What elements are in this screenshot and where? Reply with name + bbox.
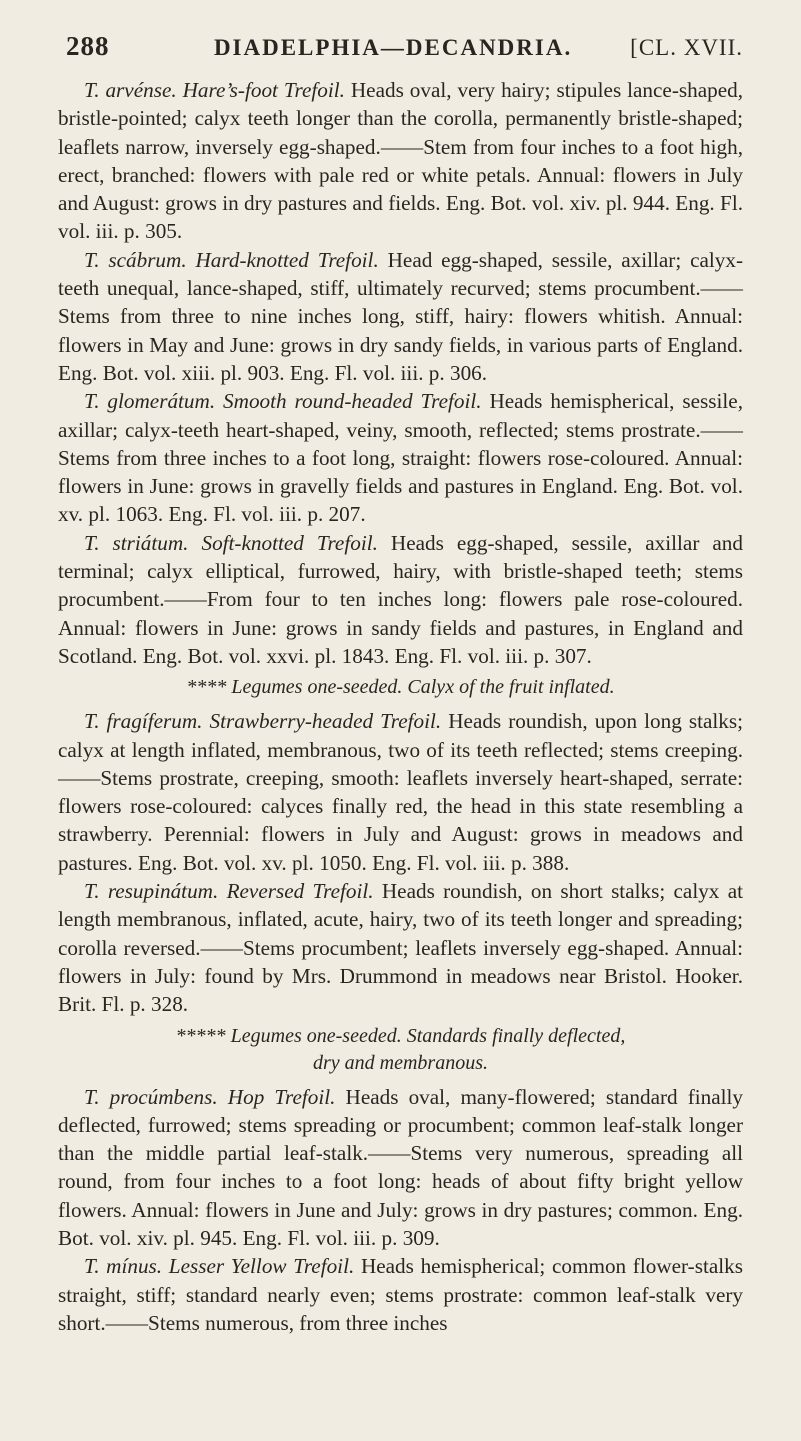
common-name: Smooth round-headed Trefoil. xyxy=(223,389,482,414)
page-number: 288 xyxy=(66,31,110,61)
page-title: DIADELPHIA—DECANDRIA. xyxy=(213,35,573,60)
common-name: Hard-knotted Trefoil. xyxy=(195,247,379,272)
species-name: T. resupinátum. xyxy=(84,879,219,904)
species-name: T. mínus. xyxy=(84,1254,163,1279)
species-entry xyxy=(58,76,743,246)
species-description: Heads oval, many-flowered; standard finally deflected, furrowed; stems spreading or procumbent; common leaf-stalk longer than the middle partial leaf-stalk.——Stems very numerous, spreading all round, from four inches to a foot long: heads of about fifty bright yellow flowers. Annual: flowers in June and July: grows in dry pastures; common. Eng. Bot. vol. xiv. pl. 945. Eng. Fl. vol. iii. p. 309. xyxy=(58,1084,744,1250)
section-heading: **** Legumes one-seeded. Calyx of the fruit inflated. xyxy=(186,676,615,699)
species-entry xyxy=(58,1083,743,1253)
species-description: Head egg-shaped, sessile, axillar; calyx-teeth unequal, lance-shaped, stiff, ultimately recurved; stems procumbent.——Stems from three to nine inches long, stiff, hairy: flowers whitish. Annual: flowers in May and June: grows in dry sandy fields, in various parts of England. Eng. Bot. vol. xiii. pl. 903. Eng. Fl. vol. iii. p. 306. xyxy=(58,247,744,385)
species-description: Heads roundish, upon long stalks; calyx at length inflated, membranous, two of its teeth reflected; stems creeping.——Stems prostrate, creeping, smooth: leaflets inversely heart-shaped, serrate: flowers rose-coloured: calyces finally red, the head in this state resembling a strawberry. Perennial: flowers in July and August: grows in meadows and pastures. Eng. Bot. vol. xv. pl. 1050. Eng. Fl. vol. iii. p. 388. xyxy=(58,709,743,875)
common-name: Strawberry-headed Trefoil. xyxy=(209,709,442,734)
common-name: Lesser Yellow Trefoil. xyxy=(168,1254,355,1279)
species-entry xyxy=(58,1252,743,1337)
species-entry xyxy=(58,707,743,877)
running-head xyxy=(66,30,743,64)
species-description: Heads egg-shaped, sessile, axillar and terminal; calyx elliptical, furrowed, hairy, with bristle-shaped teeth; stems procumbent.——From four to ten inches long: flowers pale rose-coloured. Annual: flowers in June: grows in sandy fields and pastures, in England and Scotland. Eng. Bot. vol. xxvi. pl. 1843. Eng. Fl. vol. iii. p. 307. xyxy=(58,530,743,668)
common-name: Soft-knotted Trefoil. xyxy=(201,530,378,555)
species-entry xyxy=(58,387,743,528)
species-name: T. procúmbens. xyxy=(84,1084,218,1109)
class-label: [CL. XVII. xyxy=(630,35,743,60)
species-name: T. striátum. xyxy=(84,530,189,555)
species-name: T. fragíferum. xyxy=(84,709,203,734)
common-name: Hop Trefoil. xyxy=(227,1084,336,1109)
species-name: T. glomerátum. xyxy=(84,389,216,414)
species-description: Heads oval, very hairy; stipules lance-shaped, bristle-pointed; calyx teeth longer than the corolla, permanently bristle-shaped; leaflets narrow, inversely egg-shaped.——Stem from four inches to a foot high, erect, branched: flowers with pale red or white petals. Annual: flowers in July and August: grows in dry pastures and fields. Eng. Bot. vol. xiv. pl. 944. Eng. Fl. vol. iii. p. 305. xyxy=(58,78,744,244)
species-name: T. scábrum. xyxy=(84,247,187,272)
common-name: Hare’s-foot Trefoil. xyxy=(182,78,345,102)
species-description: Heads hemispherical; common flower-stalks straight, stiff; standard nearly even; stems prostrate: common leaf-stalk very short.——Stems numerous, from three inches xyxy=(58,1254,744,1335)
species-entry xyxy=(58,246,743,387)
species-entry xyxy=(58,529,743,670)
species-name: T. arvénse. xyxy=(84,78,177,102)
section-heading: ***** Legumes one-seeded. Standards finally deflected, xyxy=(175,1024,626,1047)
species-description: Heads roundish, on short stalks; calyx at length membranous, inflated, acute, hairy, two of its teeth longer and spreading; corolla reversed.——Stems procumbent; leaflets inversely egg-shaped. Annual: flowers in July: found by Mrs. Drummond in meadows near Bristol. Hooker. Brit. Fl. p. 328. xyxy=(58,879,743,1017)
species-entry xyxy=(58,877,743,1018)
section-heading-continued: dry and membranous. xyxy=(313,1051,488,1074)
common-name: Reversed Trefoil. xyxy=(226,879,374,904)
species-description: Heads hemispherical, sessile, axillar; calyx-teeth heart-shaped, veiny, smooth, reflected; stems prostrate.——Stems from three inches to a foot long, straight: flowers rose-coloured. Annual: flowers in June: grows in gravelly fields and pastures in England. Eng. Bot. vol. xv. pl. 1063. Eng. Fl. vol. iii. p. 207. xyxy=(58,389,743,527)
